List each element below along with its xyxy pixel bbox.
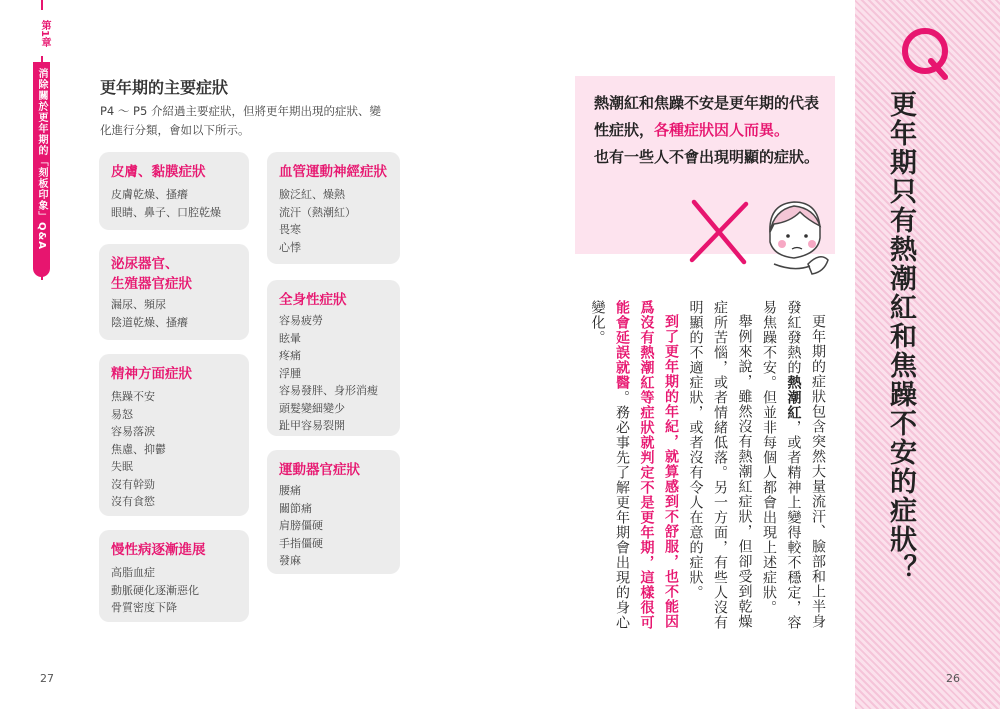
body-text: 。務必事先了解更年期會出現的身心變化。 (589, 300, 630, 630)
card-item: 肩膀僵硬 (279, 519, 323, 532)
body-text: ，或者精神上變得較不穩定，容易焦躁不安。但並非每個人都會出現上述症狀。 (761, 300, 802, 630)
page-number-right: 26 (946, 672, 960, 685)
card-item: 漏尿、頻尿 (111, 298, 166, 311)
card-title: 精神方面症狀 (111, 366, 192, 382)
card-item: 高脂血症 (111, 566, 155, 579)
card-title: 全身性症狀 (279, 292, 347, 308)
symptom-card-musculoskeletal (267, 450, 400, 574)
card-item: 手指僵硬 (279, 536, 323, 550)
card-item: 關節痛 (279, 501, 312, 515)
body-paragraph-1 (757, 300, 831, 640)
symptom-card-mental (99, 354, 249, 516)
card-title: 皮膚、黏膜症狀 (111, 164, 206, 180)
symptom-card-vasomotor (267, 152, 400, 264)
chapter-label: 第1章 (33, 10, 50, 56)
card-title: 泌尿器官、 生殖器官症狀 (111, 256, 192, 292)
card-item: 焦躁不安 (111, 390, 155, 403)
body-paragraph-2: 舉例來說，雖然沒有熱潮紅症狀，但卻受到乾燥症所苦惱，或者情緒低落。另一方面，有些人沒有明顯的不適症狀，或者沒有令人在意的症狀。 (687, 300, 753, 630)
symptom-card-chronic (99, 530, 249, 622)
body-highlight: 到了更年期的年紀，就算感到不舒服，也不能因爲沒有熱潮紅等症狀就判定不是更年期，這樣很可能會延誤就醫 (614, 300, 679, 630)
woman-illustration (760, 194, 832, 278)
card-item: 陰道乾燥、搔癢 (111, 315, 188, 329)
card-item: 腰痛 (279, 484, 301, 497)
q-letter-icon (897, 25, 953, 81)
page-number-left: 27 (40, 672, 54, 685)
card-item: 沒有食慾 (111, 495, 155, 508)
card-item: 浮腫 (279, 366, 301, 380)
body-text: 更年期的症狀包含突然大量流汗、臉部和上半身發紅發熱的 (785, 300, 826, 629)
card-title: 運動器官症狀 (279, 462, 360, 478)
card-item: 趾甲容易裂開 (279, 419, 345, 432)
card-item: 失眠 (111, 460, 133, 473)
section-intro: P4 ～ P5 介紹過主要症狀，但將更年期出現的症狀、變化進行分類，會如以下所示。 (100, 104, 381, 137)
card-item: 心悸 (279, 240, 301, 254)
card-item: 流汗（熱潮紅） (279, 205, 356, 219)
symptom-card-systemic (267, 280, 400, 436)
card-item: 容易疲勞 (279, 314, 323, 327)
symptom-card-urinary (99, 244, 249, 340)
card-item: 易怒 (111, 407, 133, 421)
card-item: 皮膚乾燥、搔癢 (111, 188, 188, 201)
card-item: 頭髮變細變少 (279, 401, 345, 415)
card-title: 血管運動神經症狀 (279, 164, 387, 180)
callout-line1: 熱潮紅和焦躁不安是更年期的代表性症狀， (594, 94, 820, 139)
card-item: 發麻 (279, 554, 301, 567)
card-item: 眼睛、鼻子、口腔乾燥 (111, 205, 221, 219)
card-item: 疼痛 (279, 349, 301, 362)
card-item: 骨質密度下降 (111, 601, 177, 614)
card-item: 焦慮、抑鬱 (111, 442, 166, 456)
card-item: 畏寒 (279, 223, 301, 236)
answer-body (565, 300, 830, 640)
callout-text (594, 90, 824, 171)
section-title: 更年期的主要症狀 (100, 78, 229, 97)
body-paragraph-3 (585, 300, 683, 640)
card-item: 容易發胖、身形消瘦 (279, 384, 378, 397)
card-item: 臉泛紅、燥熱 (279, 188, 345, 201)
chapter-title: 消除關於更年期的「刻板印象」Q&A (36, 68, 47, 250)
question-title: 更年期只有熱潮紅和焦躁不安的症狀？ (885, 90, 916, 583)
card-item: 沒有幹勁 (111, 477, 155, 491)
card-item: 容易落淚 (111, 425, 155, 438)
pink-side-strip (855, 0, 1000, 709)
symptom-card-skin (99, 152, 249, 230)
card-item: 眩暈 (279, 331, 301, 345)
callout-highlight: 各種症狀因人而異。 (654, 121, 790, 139)
card-title: 慢性病逐漸進展 (111, 542, 206, 558)
callout-line2: 也有一些人不會出現明顯的症狀。 (594, 148, 820, 166)
card-item: 動脈硬化逐漸惡化 (111, 583, 199, 597)
body-bold: 熱潮紅 (785, 375, 802, 420)
x-mark-icon (688, 196, 750, 268)
